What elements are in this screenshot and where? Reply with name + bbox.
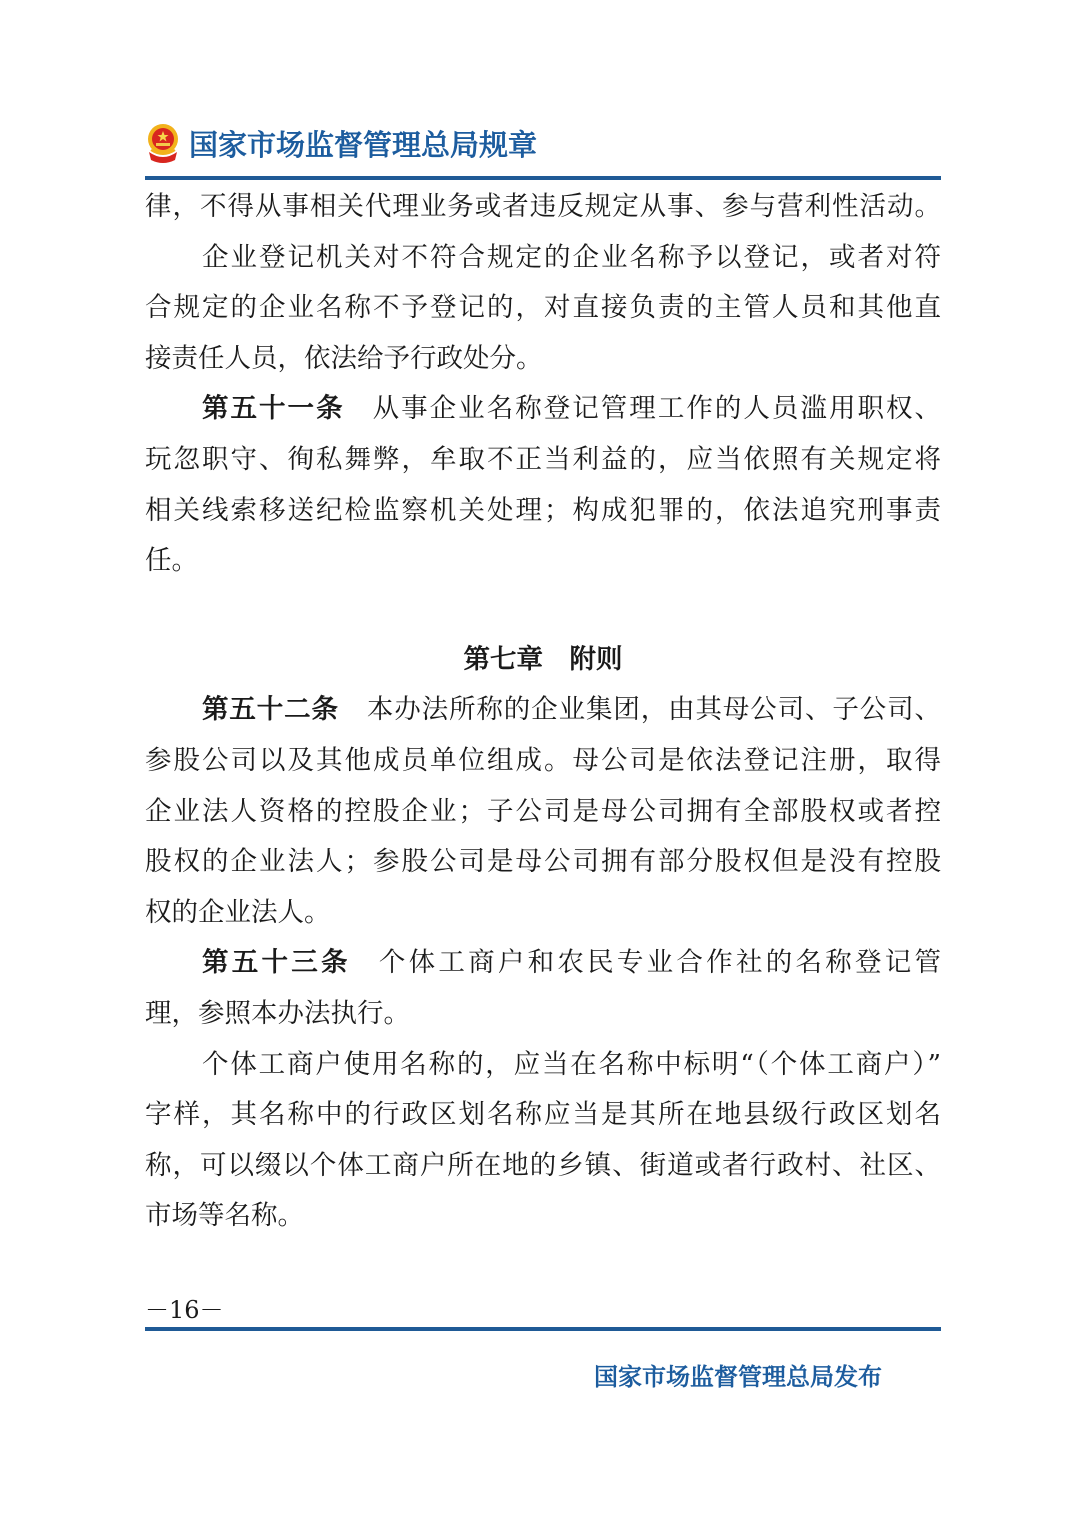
national-emblem-icon — [145, 122, 181, 164]
page-number: －16－ — [145, 1296, 224, 1324]
text-line: 个体工商户和农民专业合作社的名称登记管 — [378, 947, 942, 979]
text-line: 企业登记机关对不符合规定的企业名称予以登记，或者对符 — [202, 241, 941, 273]
chapter-heading: 第七章 附则 — [463, 643, 623, 675]
text-line: 相关线索移送纪检监察机关处理；构成犯罪的，依法追究刑事责 — [145, 494, 941, 526]
text-line: 个体工商户使用名称的，应当在名称中标明“（个体工商户）” — [202, 1048, 941, 1080]
text-line: 从事企业名称登记管理工作的人员滥用职权、 — [372, 393, 942, 425]
article-number: 第五十三条 — [202, 947, 351, 979]
text-line: 本办法所称的企业集团，由其母公司、子公司、 — [366, 694, 942, 726]
text-line: 企业法人资格的控股企业；子公司是母公司拥有全部股权或者控 — [145, 795, 941, 827]
footer-divider — [145, 1327, 941, 1331]
text-line: 字样，其名称中的行政区划名称应当是其所在地县级行政区划名 — [145, 1099, 941, 1131]
text-line: 合规定的企业名称不予登记的，对直接负责的主管人员和其他直 — [145, 292, 941, 324]
article-52 — [145, 685, 941, 736]
document-body — [145, 182, 941, 1242]
page-header — [145, 122, 537, 164]
header-divider — [145, 176, 941, 180]
article-number: 第五十一条 — [202, 393, 345, 425]
text-line: 股权的企业法人；参股公司是母公司拥有部分股权但是没有控股 — [145, 846, 941, 878]
text-line: 接责任人员，依法给予行政处分。 — [145, 342, 543, 374]
text-line: 任。 — [145, 545, 198, 577]
text-line: 玩忽职守、徇私舞弊，牟取不正当利益的，应当依照有关规定将 — [145, 443, 941, 475]
header-title: 国家市场监督管理总局规章 — [189, 127, 538, 162]
text-line: 律，不得从事相关代理业务或者违反规定从事、参与营利性活动。 — [145, 191, 941, 222]
text-line: 权的企业法人。 — [145, 896, 331, 928]
article-51 — [145, 384, 941, 435]
text-line: 理，参照本办法执行。 — [145, 997, 410, 1029]
text-line: 参股公司以及其他成员单位组成。母公司是依法登记注册，取得 — [145, 744, 941, 776]
article-number: 第五十二条 — [202, 694, 339, 726]
article-53 — [145, 938, 941, 989]
footer-publisher: 国家市场监督管理总局发布 — [594, 1363, 882, 1391]
text-line: 市场等名称。 — [145, 1200, 304, 1232]
text-line: 称，可以缀以个体工商户所在地的乡镇、街道或者行政村、社区、 — [145, 1149, 941, 1181]
